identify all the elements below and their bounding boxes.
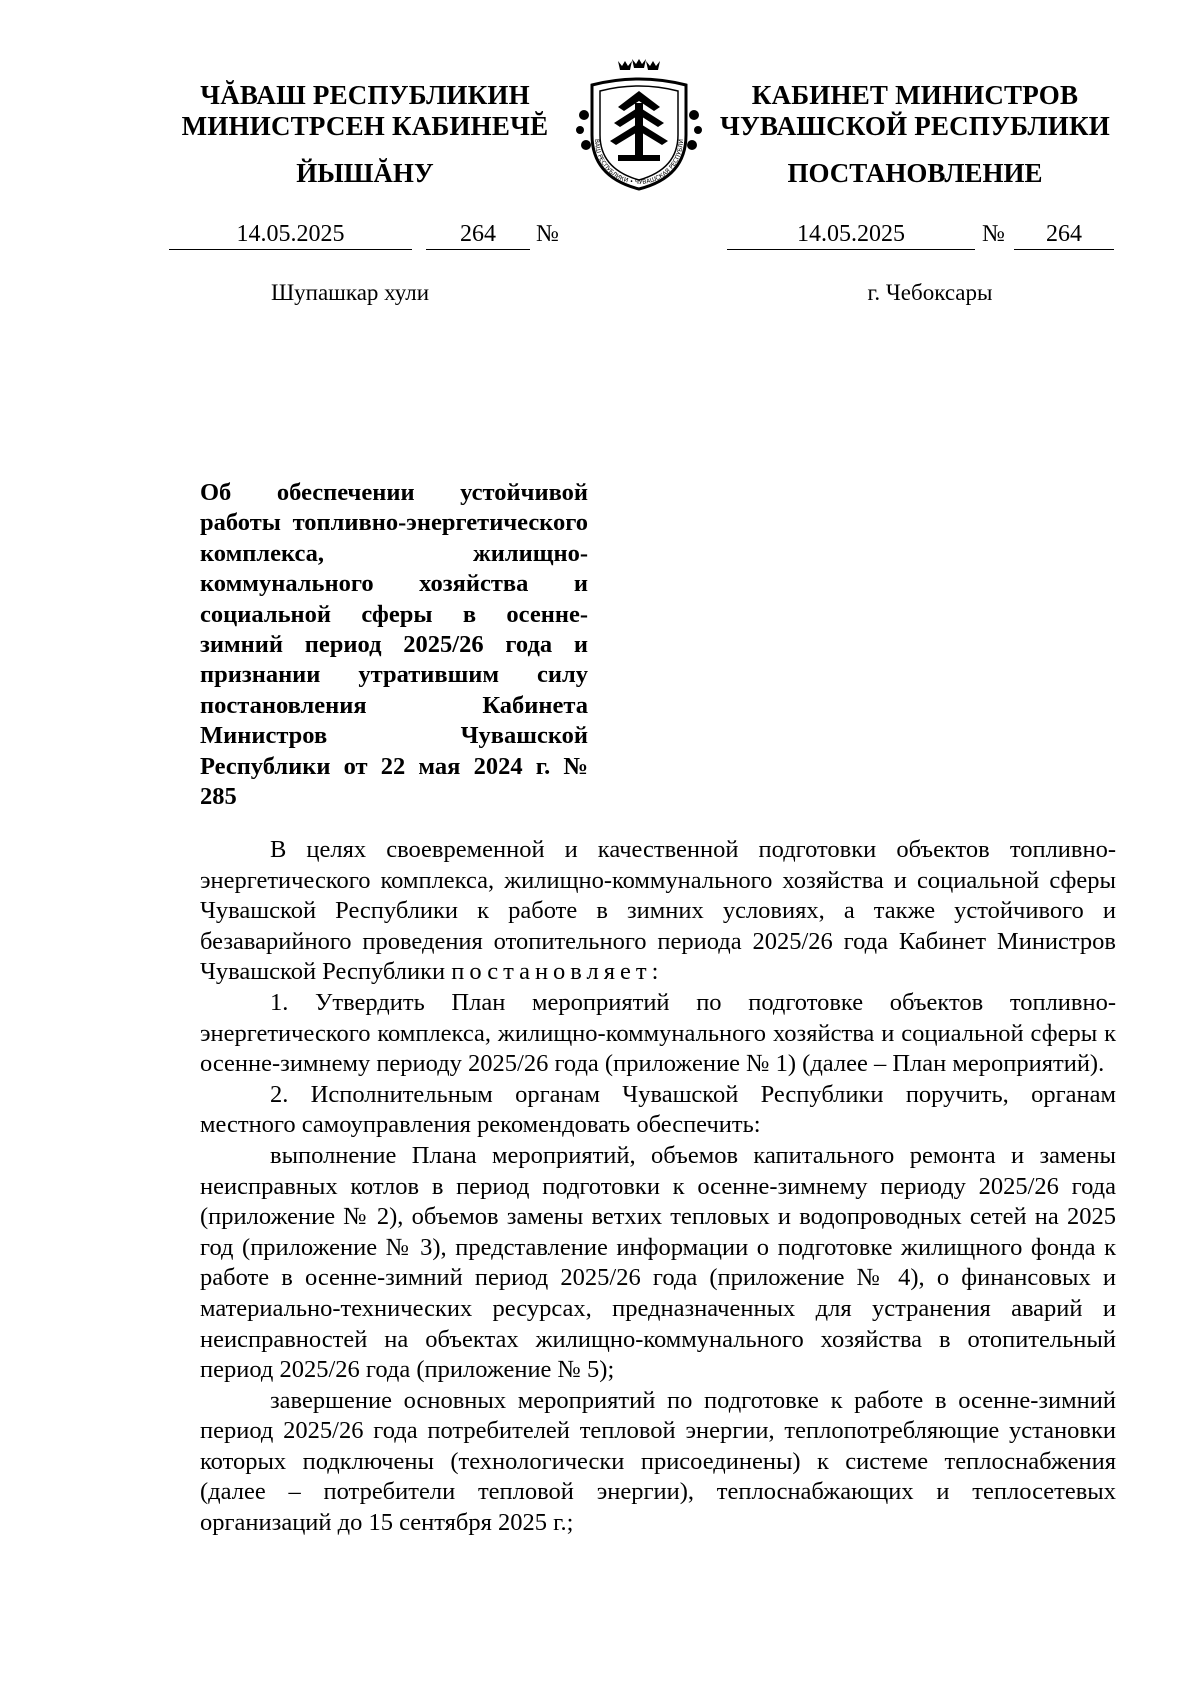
doctype-chuvash: ЙЫШĂНУ xyxy=(296,158,434,188)
org-name-chuvash-line1: ЧĂВАШ РЕСПУБЛИКИН xyxy=(200,80,530,110)
document-body xyxy=(200,835,1116,1539)
paragraph-item-1: 1. Утвердить План мероприятий по подготовке объектов топливно-энергетического комплекса, жилищно-коммунального хозяйства и социальной сферы к осенне-зимнему периоду 2025/26 года (приложение № 1) (далее – План мероприятий). xyxy=(200,988,1116,1078)
number-sign-chuvash: № xyxy=(536,221,559,247)
org-name-russian-line2: ЧУВАШСКОЙ РЕСПУБЛИКИ xyxy=(720,111,1110,141)
paragraph-item-2-1: выполнение Плана мероприятий, объемов капитального ремонта и замены неисправных котлов в период подготовки к осенне-зимнему периоду 2025/26 года (приложение № 2), объемов замены ветхих тепловых и водопроводных сетей на 2025 год (приложение № 3), представление информации о подготовке жилищного фонда к работе в осенне-зимний период 2025/26 года (приложение № 4), о финансовых и материально-технических ресурсах, предназначенных для устранения аварий и неисправностей на объектах жилищно-коммунального хозяйства в отопительный период 2025/26 года (приложение № 5); xyxy=(200,1141,1116,1384)
preamble-text: В целях своевременной и качественной подготовки объектов топливно-энергетического комплекса, жилищно-коммунального хозяйства и социальной сферы Чувашской Республики к работе в зимних условиях, а также устойчивого и безаварийного проведения отопительного периода 2025/26 года Кабинет Министров Чувашской Республики xyxy=(200,836,1116,986)
svg-text:ЧĂВАШ РЕСПУБЛИКИ • ЧУВАШСКАЯ Р: ВАШ РЕСПУБЛИКИ • ЧУВАШСКАЯ РЕСПУБЛИ xyxy=(592,138,686,187)
document-title: Об обеспечении устойчивой работы топливно-энергетического комплекса, жилищно-коммунального хозяйства и социальной сферы в осенне-зимний период 2025/26 года и признании утратившим силу постановления Кабинета Министров Чувашской Республики от 22 мая 2024 г. № 285 xyxy=(200,479,588,811)
number-field-chuvash: 264 xyxy=(426,221,530,250)
date-field-chuvash: 14.05.2025 xyxy=(169,221,412,250)
org-name-chuvash xyxy=(160,80,570,142)
number-field-russian: 264 xyxy=(1014,221,1114,250)
date-field-russian: 14.05.2025 xyxy=(727,221,975,250)
number-sign-russian: № xyxy=(982,221,1005,247)
paragraph-item-2-2: завершение основных мероприятий по подготовке к работе в осенне-зимний период 2025/26 года потребителей тепловой энергии, теплопотребляющие установки которых подключены (технологически присоединены) к системе теплоснабжения (далее – потребители тепловой энергии), теплоснабжающих и теплосетевых организаций до 15 сентября 2025 г.; xyxy=(200,1386,1116,1537)
org-name-russian-line1: КАБИНЕТ МИНИСТРОВ xyxy=(751,80,1079,110)
doctype-russian: ПОСТАНОВЛЕНИЕ xyxy=(787,158,1043,188)
city-russian: г. Чебоксары xyxy=(867,280,993,305)
city-chuvash: Шупашкар хули xyxy=(270,280,430,305)
org-name-chuvash-line2: МИНИСТРСЕН КАБИНЕЧĔ xyxy=(181,111,549,141)
coat-of-arms-icon xyxy=(570,55,708,200)
paragraph-preamble xyxy=(200,835,1116,988)
decree-word: постановляет: xyxy=(451,958,664,986)
org-name-russian xyxy=(715,80,1115,142)
paragraph-item-2: 2. Исполнительным органам Чувашской Республики поручить, органам местного самоуправления рекомендовать обеспечить: xyxy=(200,1080,1116,1139)
